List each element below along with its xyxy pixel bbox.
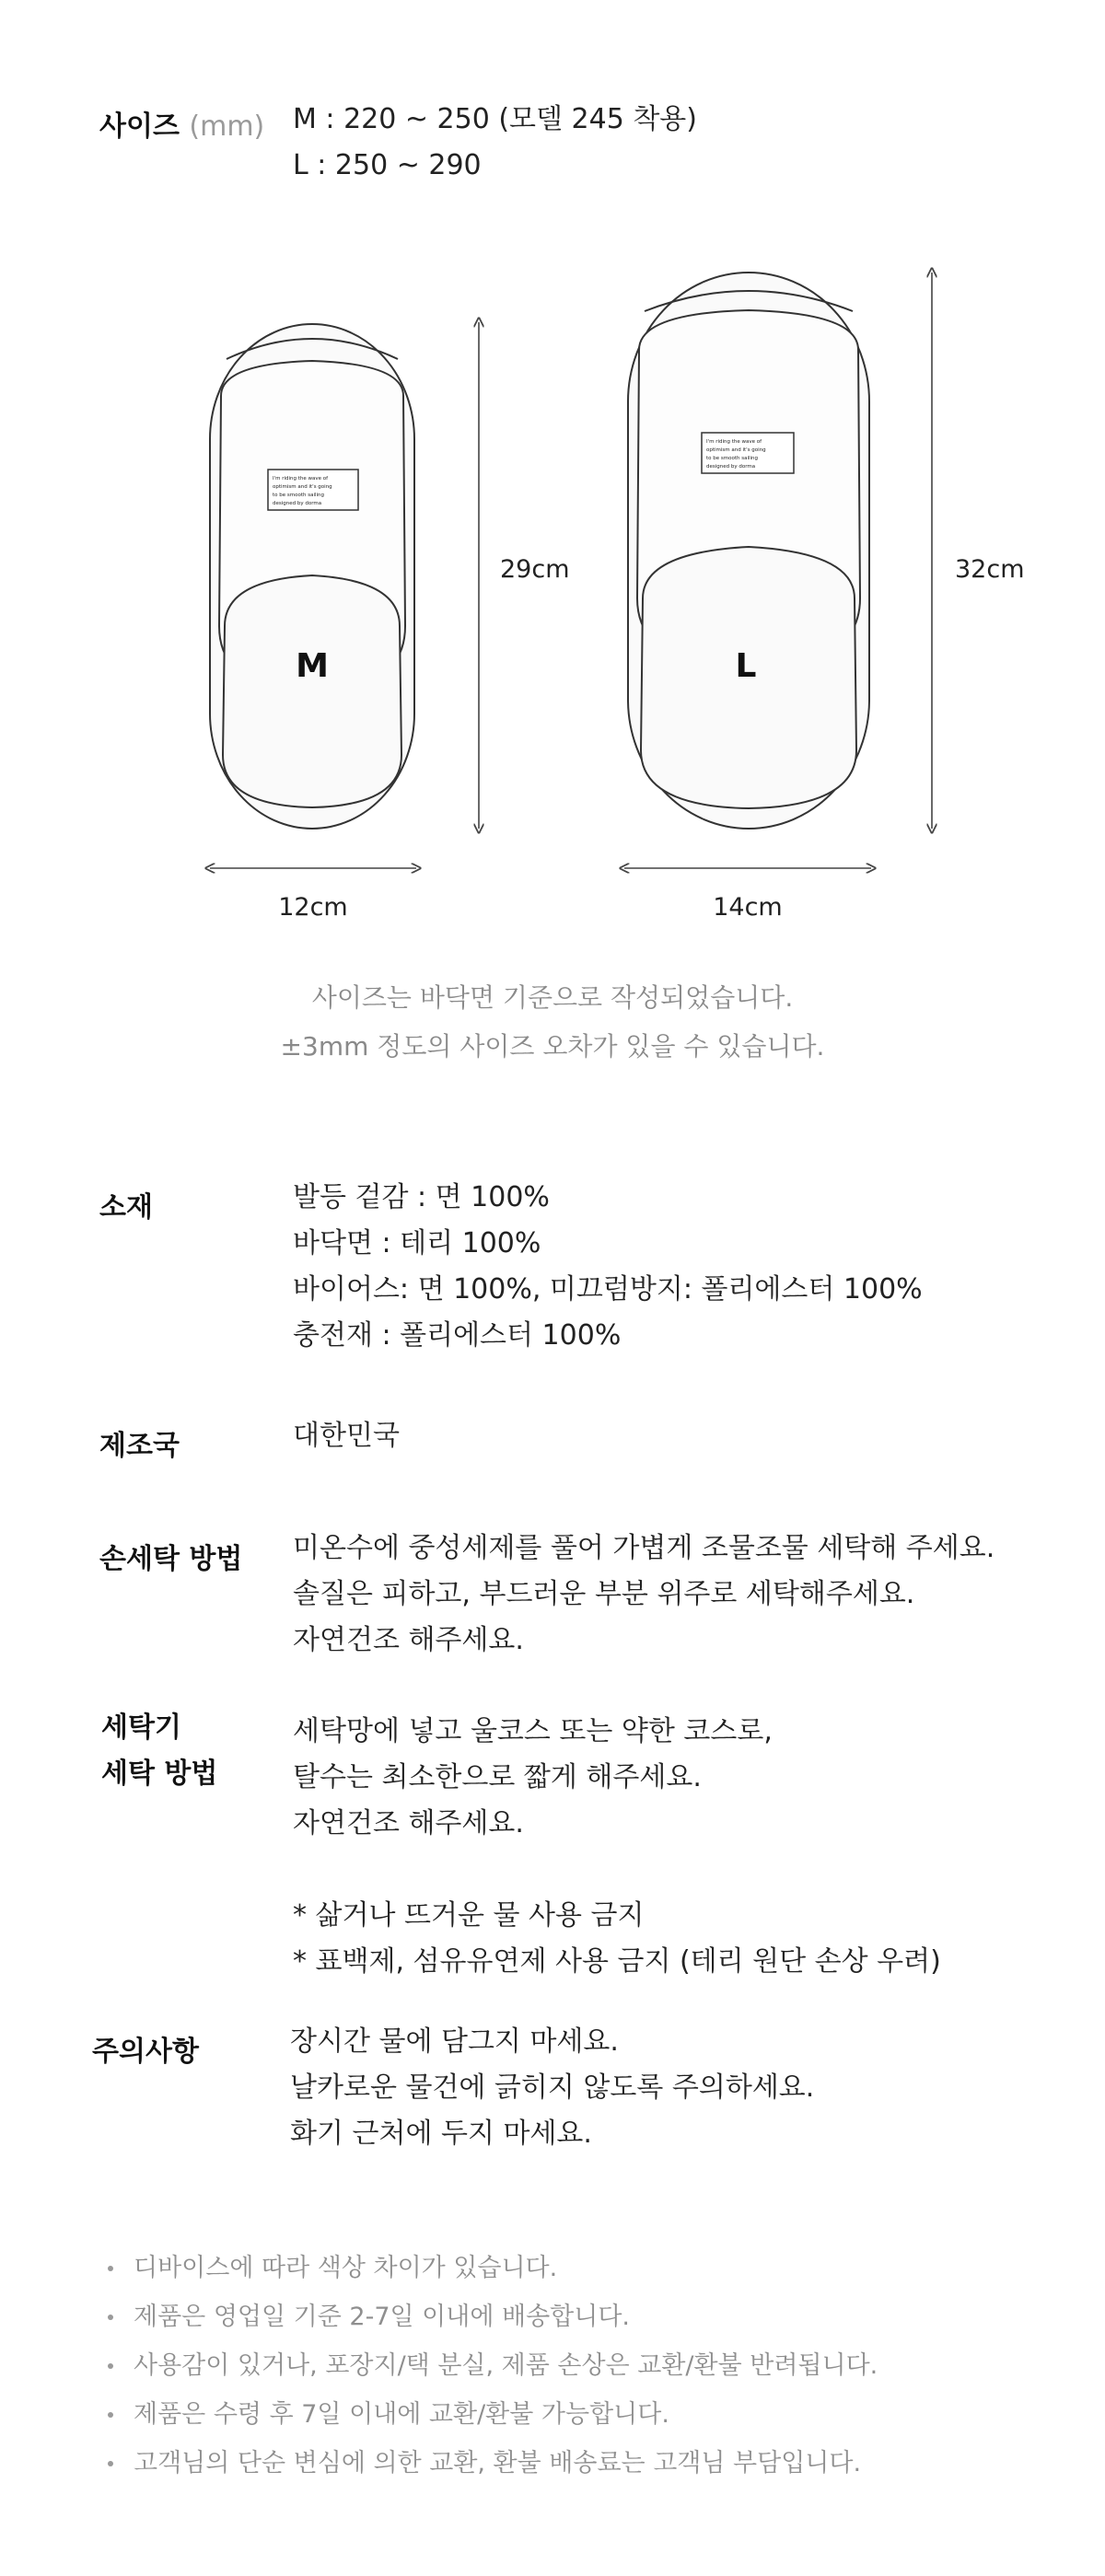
notice-list bbox=[108, 2244, 878, 2488]
svg-text:designed by dorma: designed by dorma bbox=[273, 501, 322, 506]
slipper-l-letter: L bbox=[735, 647, 757, 685]
svg-text:to be smooth sailing: to be smooth sailing bbox=[273, 493, 325, 498]
size-note bbox=[0, 973, 1105, 1071]
notice-item: 제품은 영업일 기준 2-7일 이내에 배송합니다. bbox=[108, 2292, 878, 2341]
handwash-line: 자연건조 해주세요. bbox=[293, 1624, 524, 1656]
svg-text:optimism and it's going: optimism and it's going bbox=[706, 447, 766, 453]
material-label: 소재 bbox=[99, 1191, 153, 1224]
notice-item: 제품은 수령 후 7일 이내에 교환/환불 가능합니다. bbox=[108, 2390, 878, 2439]
machine-values bbox=[293, 1709, 941, 1985]
handwash-values bbox=[293, 1526, 994, 1664]
material-values bbox=[293, 1175, 923, 1359]
machine-line: * 삶거나 뜨거운 물 사용 금지 bbox=[293, 1899, 645, 1932]
caution-line: 장시간 물에 담그지 마세요. bbox=[290, 2025, 619, 2058]
material-line: 바이어스: 면 100%, 미끄럼방지: 폴리에스터 100% bbox=[293, 1273, 923, 1305]
origin-value: 대한민국 bbox=[293, 1420, 400, 1452]
handwash-label: 손세탁 방법 bbox=[99, 1543, 243, 1575]
size-unit: (mm) bbox=[189, 110, 265, 143]
size-line: M : 220 ~ 250 (모델 245 착용) bbox=[293, 103, 697, 135]
size-label: 사이즈 (mm) bbox=[99, 110, 265, 143]
machine-line: 탈수는 최소한으로 짧게 해주세요. bbox=[293, 1761, 702, 1793]
machine-line bbox=[293, 1847, 941, 1893]
caution-line: 화기 근처에 두지 마세요. bbox=[290, 2118, 592, 2150]
material-line: 바닥면 : 테리 100% bbox=[293, 1227, 541, 1259]
svg-text:optimism and it's going: optimism and it's going bbox=[273, 484, 332, 490]
slipper-l bbox=[628, 273, 869, 829]
l-width-label: 14cm bbox=[713, 893, 783, 922]
size-note-line: ±3mm 정도의 사이즈 오차가 있을 수 있습니다. bbox=[280, 1031, 825, 1062]
notice-item: 사용감이 있거나, 포장지/택 분실, 제품 손상은 교환/환불 반려됩니다. bbox=[108, 2341, 878, 2390]
notice-item: 디바이스에 따라 색상 차이가 있습니다. bbox=[108, 2244, 878, 2292]
machine-line: 세탁망에 넣고 울코스 또는 약한 코스로, bbox=[293, 1715, 773, 1747]
caution-line: 날카로운 물건에 긁히지 않도록 주의하세요. bbox=[290, 2071, 815, 2104]
svg-text:I'm riding the wave of: I'm riding the wave of bbox=[706, 439, 762, 445]
l-length-label: 32cm bbox=[955, 555, 1025, 584]
slipper-m bbox=[210, 324, 414, 829]
size-line: L : 250 ~ 290 bbox=[293, 149, 482, 181]
svg-text:to be smooth sailing: to be smooth sailing bbox=[706, 456, 759, 461]
origin-label: 제조국 bbox=[99, 1430, 180, 1462]
m-width-label: 12cm bbox=[278, 893, 348, 922]
size-note-line: 사이즈는 바닥면 기준으로 작성되었습니다. bbox=[311, 982, 794, 1013]
handwash-line: 솔질은 피하고, 부드러운 부분 위주로 세탁해주세요. bbox=[293, 1578, 915, 1610]
machine-label bbox=[101, 1705, 217, 1797]
material-line: 발등 겉감 : 면 100% bbox=[293, 1181, 550, 1213]
caution-values bbox=[290, 2019, 814, 2157]
svg-text:designed by dorma: designed by dorma bbox=[706, 464, 756, 470]
machine-line: 자연건조 해주세요. bbox=[293, 1807, 524, 1839]
machine-label-line: 세탁기 bbox=[101, 1712, 181, 1744]
m-length-label: 29cm bbox=[500, 555, 570, 584]
svg-text:I'm riding the wave of: I'm riding the wave of bbox=[273, 476, 329, 482]
slipper-size-diagram bbox=[0, 258, 1105, 939]
machine-line: * 표백제, 섬유유연제 사용 금지 (테리 원단 손상 우려) bbox=[293, 1945, 941, 1978]
caution-label: 주의사항 bbox=[92, 2036, 199, 2068]
handwash-line: 미온수에 중성세제를 풀어 가볍게 조물조물 세탁해 주세요. bbox=[293, 1532, 995, 1564]
material-line: 충전재 : 폴리에스터 100% bbox=[293, 1319, 622, 1352]
machine-label-line: 세탁 방법 bbox=[101, 1758, 218, 1790]
size-values bbox=[293, 97, 697, 189]
notice-item: 고객님의 단순 변심에 의한 교환, 환불 배송료는 고객님 부담입니다. bbox=[108, 2439, 878, 2488]
slipper-m-letter: M bbox=[296, 647, 329, 685]
